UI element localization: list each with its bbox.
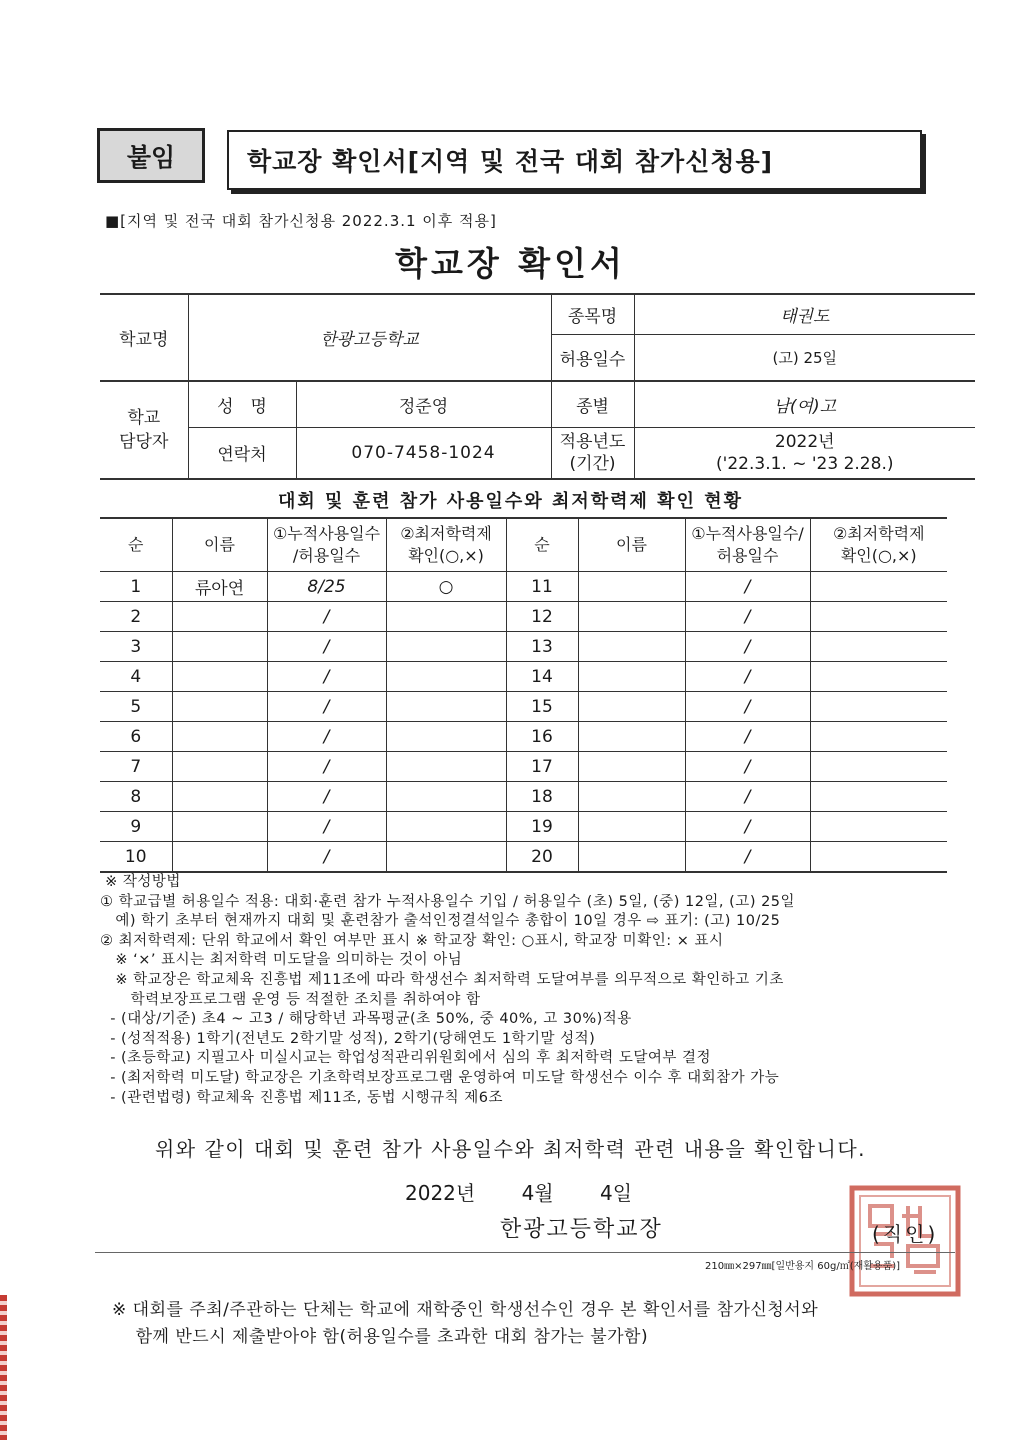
issue-date: [405, 1177, 672, 1206]
row-number-left: 3: [100, 632, 172, 662]
row-academic-check-right: [810, 632, 947, 662]
row-academic-check-right: [810, 572, 947, 602]
row-days-left: /: [267, 662, 386, 692]
phone: 070-7458-1024: [296, 427, 551, 479]
row-name-left: [172, 782, 267, 812]
info-table: [100, 293, 975, 480]
row-number-right: 15: [506, 692, 578, 722]
table-row: [100, 842, 947, 873]
table-row: [100, 602, 947, 632]
header-days-left-line1: ①누적사용일수: [272, 524, 381, 543]
event-label: 종목명: [551, 294, 634, 334]
row-academic-check-left: ○: [386, 572, 506, 602]
section-title: 대회 및 훈련 참가 사용일수와 최저학력제 확인 현황: [277, 491, 743, 512]
row-number-right: 18: [506, 782, 578, 812]
records-table: [100, 517, 947, 873]
header-academic-left-line2: 확인(○,×): [408, 546, 484, 565]
table-row: [100, 782, 947, 812]
row-academic-check-left: [386, 632, 506, 662]
stamp-label: (직인): [872, 1222, 939, 1246]
note-line: 예) 학기 초부터 현재까지 대회 및 훈련참가 출석인정결석일수 총합이 10일 경우 ⇨ 표기: (고) 10/25: [100, 913, 781, 930]
note-line: ※ 학교장은 학교체육 진흥법 제11조에 따라 학생선수 최저학력 도달여부를 의무적으로 확인하고 기초: [100, 971, 784, 988]
writing-notes: [100, 873, 960, 1108]
page-edge-mark: [0, 1295, 7, 1440]
note-line: ※ 작성방법: [100, 874, 181, 890]
divider-line: [95, 1252, 955, 1253]
row-academic-check-right: [810, 602, 947, 632]
header-no-left: 순: [100, 518, 172, 572]
table-row: [100, 722, 947, 752]
row-number-left: 6: [100, 722, 172, 752]
gender: 남(여)고: [634, 381, 975, 427]
paper-spec: 210㎜×297㎜[일반용지 60g/㎡(재활용품)]: [705, 1261, 901, 1272]
row-number-left: 8: [100, 782, 172, 812]
row-days-right: /: [685, 572, 810, 602]
gender-label: 종별: [551, 381, 634, 427]
table-row: [100, 812, 947, 842]
row-number-left: 1: [100, 572, 172, 602]
row-name-left: [172, 812, 267, 842]
header-academic-left-line1: ②최저학력제: [400, 524, 492, 543]
footnote-line-2: 함께 반드시 제출받아야 함(허용일수를 초과한 대회 참가는 불가함): [112, 1327, 649, 1347]
row-number-right: 16: [506, 722, 578, 752]
row-number-right: 14: [506, 662, 578, 692]
row-days-left: /: [267, 632, 386, 662]
row-academic-check-right: [810, 752, 947, 782]
row-academic-check-left: [386, 662, 506, 692]
row-academic-check-left: [386, 602, 506, 632]
note-line: ② 최저학력제: 단위 학교에서 확인 여부만 표시 ※ 학교장 확인: ○표시, 학교장 미확인: × 표시: [100, 932, 724, 949]
note-line: 학력보장프로그램 운영 등 적절한 조치를 취하여야 함: [100, 991, 481, 1008]
header-academic-left: [386, 518, 506, 572]
name-label: 성 명: [188, 381, 296, 427]
row-name-right: [578, 692, 685, 722]
footnote-line-1: ※ 대회를 주최/주관하는 단체는 학교에 재학중인 학생선수인 경우 본 확인서를 참가신청서와: [112, 1300, 819, 1320]
row-name-left: [172, 602, 267, 632]
row-name-right: [578, 602, 685, 632]
doc-title: 학교장 확인서: [395, 244, 626, 283]
row-number-left: 4: [100, 662, 172, 692]
allowed-days: (고) 25일: [634, 334, 975, 381]
row-name-right: [578, 752, 685, 782]
note-line: - (대상/기준) 초4 ~ 고3 / 해당학년 과목평균(초 50%, 중 40%, 고 30%)적용: [100, 1011, 632, 1028]
date-day: 4일: [599, 1181, 633, 1205]
header-days-left-line2: /허용일수: [292, 546, 361, 565]
row-name-left: [172, 662, 267, 692]
contact-person-label: [100, 381, 188, 479]
apply-year-value: 2022년: [774, 431, 835, 452]
apply-year-label: [551, 427, 634, 479]
contact-name: 정준영: [296, 381, 551, 427]
row-name-left: [172, 752, 267, 782]
row-name-left: [172, 632, 267, 662]
apply-year: [634, 427, 975, 479]
row-days-right: /: [685, 812, 810, 842]
row-name-right: [578, 572, 685, 602]
row-academic-check-right: [810, 812, 947, 842]
row-days-right: /: [685, 662, 810, 692]
row-name-right: [578, 842, 685, 873]
row-academic-check-right: [810, 662, 947, 692]
row-name-right: [578, 812, 685, 842]
row-days-right: /: [685, 842, 810, 873]
principal-name: 한광고등학교장: [500, 1217, 663, 1242]
note-line: - (초등학교) 지필고사 미실시교는 학업성적관리위원회에서 심의 후 최저학력 도달여부 결정: [100, 1050, 712, 1067]
row-academic-check-left: [386, 782, 506, 812]
row-name-left: [172, 722, 267, 752]
date-year: 2022년: [405, 1181, 476, 1205]
apply-year-label-line2: (기간): [569, 453, 616, 474]
row-number-left: 5: [100, 692, 172, 722]
table-row: [100, 662, 947, 692]
row-number-right: 12: [506, 602, 578, 632]
row-days-right: /: [685, 752, 810, 782]
row-academic-check-left: [386, 722, 506, 752]
row-academic-check-left: [386, 752, 506, 782]
table-row: [100, 752, 947, 782]
attachment-tag: 붙임: [97, 128, 205, 183]
apply-period: ('22.3.1. ~ '23 2.28.): [716, 453, 894, 474]
row-name-left: [172, 842, 267, 873]
row-days-left: 8/25: [267, 572, 386, 602]
footnote: [112, 1297, 818, 1351]
row-days-right: /: [685, 632, 810, 662]
allowed-days-label: 허용일수: [551, 334, 634, 381]
header-days-right: [685, 518, 810, 572]
row-academic-check-left: [386, 692, 506, 722]
header-days-right-line2: 허용일수: [716, 546, 779, 565]
phone-label: 연락처: [188, 427, 296, 479]
row-days-right: /: [685, 782, 810, 812]
row-days-left: /: [267, 782, 386, 812]
row-number-left: 10: [100, 842, 172, 873]
row-days-right: /: [685, 722, 810, 752]
table-row: [100, 572, 947, 602]
note-line: - (관련법령) 학교체육 진흥법 제11조, 동법 시행규칙 제6조: [100, 1089, 503, 1106]
row-academic-check-right: [810, 782, 947, 812]
apply-year-label-line1: 적용년도: [559, 431, 626, 452]
row-name-right: [578, 632, 685, 662]
header-no-right: 순: [506, 518, 578, 572]
row-number-left: 2: [100, 602, 172, 632]
row-days-left: /: [267, 752, 386, 782]
event: 태권도: [634, 294, 975, 334]
confirmation-text: 위와 같이 대회 및 훈련 참가 사용일수와 최저학력 관련 내용을 확인합니다.: [154, 1137, 867, 1161]
header-name-left: 이름: [172, 518, 267, 572]
header-academic-right-line2: 확인(○,×): [840, 546, 917, 565]
row-name-left: [172, 692, 267, 722]
header-academic-right: [810, 518, 947, 572]
note-line: - (성적적용) 1학기(전년도 2학기말 성적), 2학기(당해연도 1학기말 성적): [100, 1030, 596, 1047]
row-name-right: [578, 662, 685, 692]
row-name-right: [578, 722, 685, 752]
header-days-right-line1: ①누적사용일수/: [691, 524, 804, 543]
school-name: 한광고등학교: [188, 294, 551, 381]
date-month: 4월: [521, 1181, 554, 1205]
table-row: [100, 692, 947, 722]
row-number-left: 9: [100, 812, 172, 842]
contact-person-label-line2: 담당자: [119, 432, 169, 452]
row-number-right: 13: [506, 632, 578, 662]
row-name-right: [578, 782, 685, 812]
note-line: ① 학교급별 허용일수 적용: 대회·훈련 참가 누적사용일수 기입 / 허용일수 (초) 5일, (중) 12일, (고) 25일: [100, 893, 796, 910]
row-academic-check-right: [810, 722, 947, 752]
school-name-label: 학교명: [100, 294, 188, 381]
records-body: [100, 572, 947, 873]
note-line: ※ ‘×’ 표시는 최저학력 미도달을 의미하는 것이 아님: [100, 952, 463, 969]
row-name-left: 류아연: [172, 572, 267, 602]
header-academic-right-line1: ②최저학력제: [832, 524, 925, 543]
row-number-right: 11: [506, 572, 578, 602]
header-days-left: [267, 518, 386, 572]
row-academic-check-left: [386, 842, 506, 873]
header-name-right: 이름: [578, 518, 685, 572]
note-line: - (최저학력 미도달) 학교장은 기초학력보장프로그램 운영하여 미도달 학생선수 이수 후 대회참가 가능: [100, 1069, 780, 1086]
row-number-left: 7: [100, 752, 172, 782]
row-days-left: /: [267, 812, 386, 842]
row-days-left: /: [267, 602, 386, 632]
table-row: [100, 632, 947, 662]
row-academic-check-right: [810, 842, 947, 873]
row-academic-check-left: [386, 812, 506, 842]
row-number-right: 20: [506, 842, 578, 873]
row-days-left: /: [267, 692, 386, 722]
header-title: 학교장 확인서[지역 및 전국 대회 참가신청용]: [227, 130, 922, 190]
row-academic-check-right: [810, 692, 947, 722]
row-days-left: /: [267, 842, 386, 873]
row-days-left: /: [267, 722, 386, 752]
row-number-right: 19: [506, 812, 578, 842]
subtitle: ■[지역 및 전국 대회 참가신청용 2022.3.1 이후 적용]: [105, 212, 497, 230]
contact-person-label-line1: 학교: [127, 408, 161, 428]
row-days-right: /: [685, 692, 810, 722]
row-number-right: 17: [506, 752, 578, 782]
row-days-right: /: [685, 602, 810, 632]
